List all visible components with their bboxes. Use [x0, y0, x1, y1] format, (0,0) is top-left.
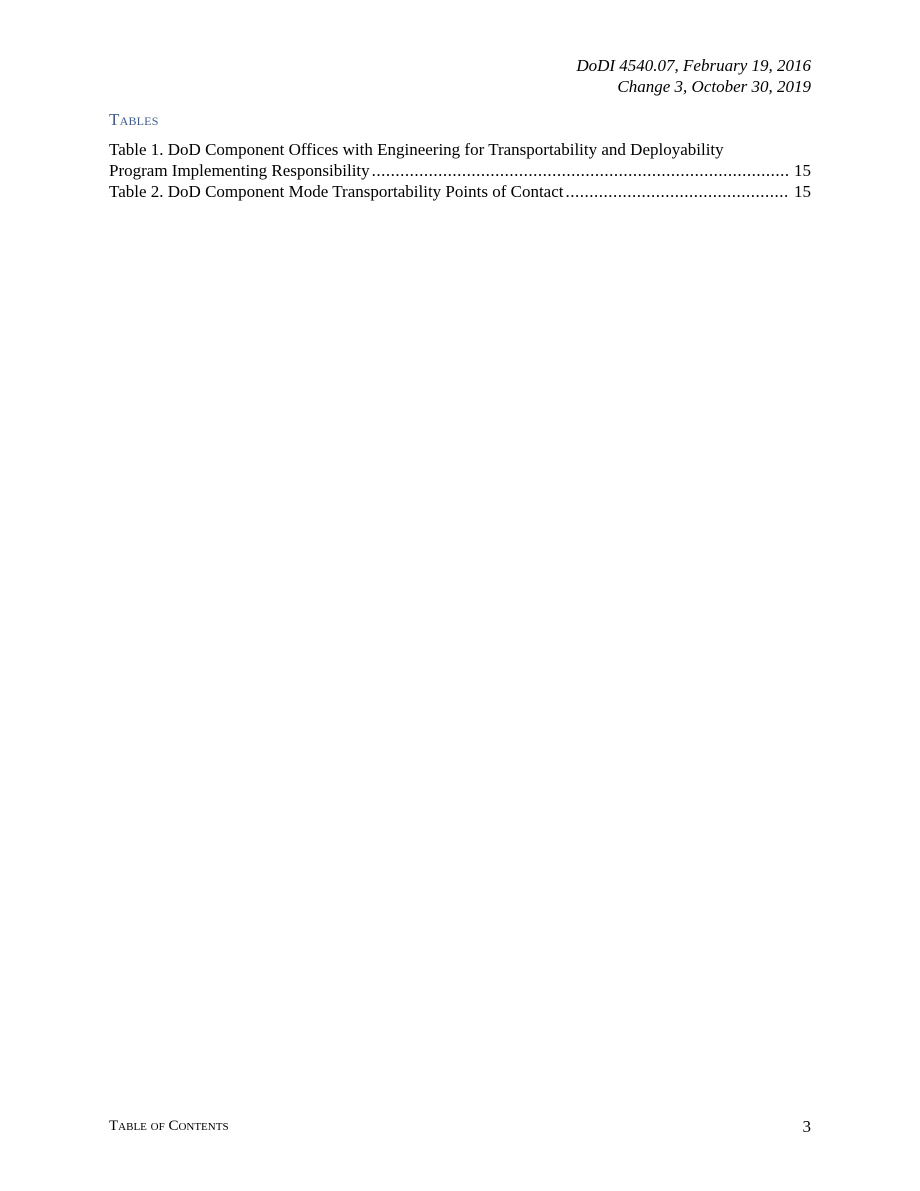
footer-page-number: 3 — [802, 1117, 811, 1136]
toc-entry-table-1[interactable] — [109, 139, 811, 181]
dot-leader — [372, 160, 790, 181]
toc-entry-line — [109, 160, 811, 181]
tables-heading: Tables — [109, 110, 159, 129]
document-id-date: DoDI 4540.07, February 19, 2016 — [576, 56, 811, 75]
toc-entry-text-line: Program Implementing Responsibility — [109, 161, 370, 180]
dot-leader — [565, 181, 790, 202]
tables-list — [109, 139, 811, 202]
toc-entry-page: 15 — [794, 182, 811, 201]
toc-entry-text-line: Table 2. DoD Component Mode Transportability Points of Contact — [109, 182, 564, 201]
toc-entry-text-line: Table 1. DoD Component Offices with Engineering for Transportability and Deployability — [109, 140, 724, 159]
document-header — [576, 55, 811, 97]
change-notice: Change 3, October 30, 2019 — [617, 77, 811, 96]
footer-section-label: Table of Contents — [109, 1118, 229, 1134]
toc-entry-table-2[interactable] — [109, 181, 811, 202]
toc-entry-page: 15 — [794, 161, 811, 180]
toc-entry-line — [109, 181, 811, 202]
